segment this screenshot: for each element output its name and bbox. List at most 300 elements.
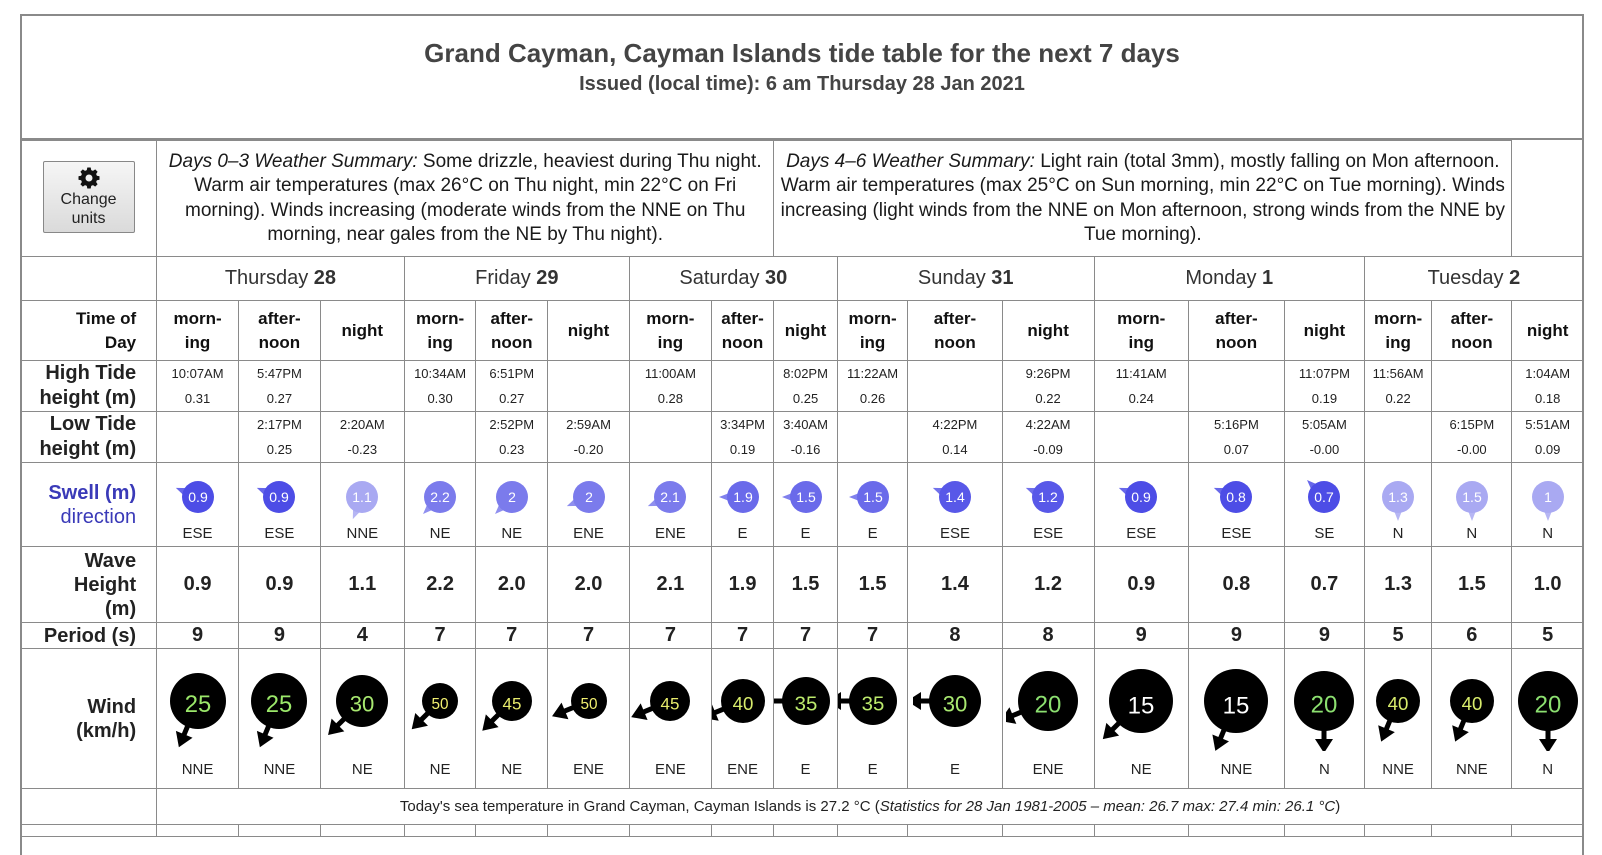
wind-speed-value: 35 — [861, 693, 884, 716]
swell-direction: NE — [501, 525, 523, 542]
high-tide-height: 0.28 — [657, 391, 684, 406]
wind-direction: NE — [1130, 761, 1152, 778]
wind-cell — [238, 649, 320, 789]
high-tide-time: 9:26PM — [1025, 366, 1071, 381]
swell-arrow-icon — [249, 467, 309, 527]
wind-direction: N — [1542, 761, 1554, 778]
wave-height-value: 1.0 — [1512, 547, 1584, 623]
swell-cell — [711, 463, 774, 547]
low-tide-cell — [157, 412, 239, 463]
high-tide-label-line-2: height (m) — [39, 387, 137, 409]
low-tide-time: 3:34PM — [720, 417, 765, 432]
wind-cell — [404, 649, 476, 789]
low-tide-label — [21, 412, 157, 463]
high-tide-time: 11:00AM — [644, 366, 696, 381]
time-of-day-13 — [1188, 301, 1284, 361]
day-row — [21, 257, 1584, 301]
low-tide-cell — [711, 412, 774, 463]
next-row-partial — [21, 825, 1584, 837]
empty-cell — [1094, 825, 1188, 837]
wind-arrow-icon — [1432, 655, 1512, 751]
swell-cell — [320, 463, 404, 547]
swell-direction: ESE — [1221, 525, 1252, 542]
swell-direction: E — [800, 525, 811, 542]
high-tide-height: 0.31 — [184, 391, 211, 406]
swell-arrow-icon — [843, 467, 903, 527]
high-tide-height: 0.24 — [1128, 391, 1154, 406]
day-header-4 — [1094, 257, 1364, 301]
low-tide-cell — [1188, 412, 1284, 463]
high-tide-height: 0.30 — [427, 391, 453, 406]
wave-height-label-line-1: Wave — [84, 549, 137, 572]
swell-direction: ESE — [264, 525, 295, 542]
high-tide-height: 0.19 — [1311, 391, 1338, 406]
low-tide-time: 2:17PM — [257, 417, 302, 432]
low-tide-height: 0.07 — [1223, 442, 1250, 457]
low-tide-cell — [908, 412, 1002, 463]
low-tide-cell — [1364, 412, 1432, 463]
swell-height-value: 1.2 — [1038, 489, 1058, 505]
empty-cell — [711, 825, 774, 837]
low-tide-height: -0.00 — [1457, 442, 1487, 457]
sea-temperature-stats: Statistics for 28 Jan 1981-2005 – mean: 26.7 max: 27.4 min: 26.1 °C — [879, 798, 1336, 815]
wave-height-value: 1.2 — [1002, 547, 1094, 623]
swell-cell — [1285, 463, 1365, 547]
high-tide-time: 11:56AM — [1372, 366, 1424, 381]
wind-speed-value: 40 — [1387, 693, 1409, 715]
swell-cell — [774, 463, 837, 547]
swell-cell — [1512, 463, 1584, 547]
issued-time: Issued (local time): 6 am Thursday 28 Jan 2021 — [579, 73, 1025, 95]
time-of-day-14 — [1285, 301, 1365, 361]
high-tide-cell — [320, 361, 404, 412]
period-value: 7 — [548, 623, 630, 649]
swell-direction: ESE — [1033, 525, 1064, 542]
time-of-day-text: morn- — [1117, 308, 1166, 328]
low-tide-height: 0.19 — [729, 442, 756, 457]
swell-height-value: 0.9 — [269, 489, 290, 505]
time-of-day-text: morn- — [848, 308, 897, 328]
day-name: Sunday — [917, 267, 986, 289]
wind-cell — [711, 649, 774, 789]
time-of-day-text-2: noon — [934, 332, 976, 352]
low-tide-label-line-1: Low Tide — [49, 413, 137, 435]
high-tide-cell — [1188, 361, 1284, 412]
swell-height-value: 0.8 — [1226, 489, 1247, 505]
swell-height-value: 1.3 — [1388, 489, 1408, 505]
low-tide-cell — [238, 412, 320, 463]
wind-direction: ENE — [654, 761, 686, 778]
swell-cell — [629, 463, 711, 547]
low-tide-cell — [1094, 412, 1188, 463]
wave-height-value: 0.9 — [1094, 547, 1188, 623]
low-tide-cell — [404, 412, 476, 463]
wind-cell — [837, 649, 908, 789]
period-value: 5 — [1512, 623, 1584, 649]
wind-speed-value: 50 — [579, 695, 598, 713]
high-tide-label — [21, 361, 157, 412]
units-cell — [21, 141, 157, 257]
wind-cell — [1364, 649, 1432, 789]
wind-cell — [157, 649, 239, 789]
time-of-day-text: night — [341, 320, 384, 340]
low-tide-label-line-2: height (m) — [39, 438, 137, 460]
wind-arrow-icon — [238, 655, 320, 751]
swell-arrow-icon — [1442, 467, 1502, 527]
time-of-day-15 — [1364, 301, 1432, 361]
high-tide-time: 11:07PM — [1298, 366, 1350, 381]
time-of-day-12 — [1094, 301, 1188, 361]
high-tide-cell — [238, 361, 320, 412]
high-tide-cell — [548, 361, 630, 412]
low-tide-time: 3:40AM — [783, 417, 828, 432]
low-tide-time: 5:16PM — [1213, 417, 1259, 432]
sea-temperature-suffix: ) — [1335, 798, 1341, 815]
wind-arrow-icon — [404, 655, 476, 751]
swell-direction: E — [867, 525, 878, 542]
wind-direction: ENE — [1032, 761, 1064, 778]
day-name: Saturday — [679, 267, 760, 289]
wind-direction: NNE — [263, 761, 296, 778]
time-of-day-label-line-2: Day — [104, 332, 137, 352]
wave-height-value: 0.9 — [157, 547, 239, 623]
high-tide-height: 0.18 — [1535, 391, 1561, 406]
swell-height-value: 1.5 — [795, 489, 816, 505]
summary-right-title: Days 4–6 Weather Summary: — [786, 150, 1035, 172]
wind-direction: E — [949, 761, 960, 778]
swell-direction: ESE — [1126, 525, 1157, 542]
high-tide-time: 6:51PM — [489, 366, 535, 381]
swell-cell — [1432, 463, 1512, 547]
swell-arrow-icon — [1518, 467, 1578, 527]
wind-row — [21, 649, 1584, 789]
time-of-day-text-2: ing — [1128, 332, 1154, 352]
high-tide-cell — [1094, 361, 1188, 412]
empty-cell — [629, 825, 711, 837]
high-tide-height: 0.27 — [266, 391, 293, 406]
low-tide-time: 5:05AM — [1302, 417, 1347, 432]
time-of-day-text-2: ing — [427, 332, 453, 352]
time-of-day-text: after- — [490, 308, 533, 328]
time-of-day-text: after- — [721, 308, 764, 328]
time-of-day-label-line-1: Time of — [75, 308, 137, 328]
time-of-day-text: night — [1027, 320, 1069, 340]
high-tide-cell — [157, 361, 239, 412]
time-of-day-text: night — [1303, 320, 1346, 340]
wind-direction: NNE — [1456, 761, 1488, 778]
low-tide-time: 2:52PM — [489, 417, 535, 432]
wind-speed-value: 25 — [266, 690, 293, 718]
time-of-day-4 — [476, 301, 548, 361]
wind-direction: E — [800, 761, 811, 778]
wind-cell — [1432, 649, 1512, 789]
wind-direction: ENE — [573, 761, 604, 778]
swell-cell — [1094, 463, 1188, 547]
period-value: 6 — [1432, 623, 1512, 649]
change-units-button[interactable] — [43, 161, 135, 233]
empty-cell — [908, 825, 1002, 837]
day-name: Monday — [1185, 267, 1257, 289]
swell-label-title: Swell (m) — [48, 481, 137, 504]
time-of-day-text: after- — [1215, 308, 1258, 328]
wave-height-value: 2.0 — [476, 547, 548, 623]
high-tide-time: 11:22AM — [847, 366, 899, 381]
high-tide-height: 0.26 — [859, 391, 886, 406]
high-tide-height: 0.22 — [1385, 391, 1411, 406]
time-of-day-9 — [837, 301, 908, 361]
wind-arrow-icon — [837, 655, 908, 751]
period-row — [21, 623, 1584, 649]
swell-height-value: 2.1 — [660, 489, 681, 505]
period-value: 7 — [629, 623, 711, 649]
time-of-day-text: after- — [933, 308, 977, 328]
low-tide-height: -0.23 — [347, 442, 378, 457]
wind-direction: NNE — [1220, 761, 1253, 778]
empty-cell — [548, 825, 630, 837]
wind-cell — [548, 649, 630, 789]
swell-arrow-icon — [410, 467, 470, 527]
wave-height-value: 1.5 — [837, 547, 908, 623]
swell-height-value: 1.9 — [732, 489, 753, 505]
wind-label-line-1: Wind — [87, 695, 137, 718]
high-tide-height: 0.22 — [1035, 391, 1061, 406]
swell-height-value: 2.2 — [430, 489, 450, 505]
wind-speed-value: 40 — [1461, 693, 1483, 715]
day-header-5 — [1364, 257, 1583, 301]
empty-cell — [1364, 825, 1432, 837]
time-of-day-text-2: noon — [1451, 332, 1493, 352]
swell-direction: N — [1542, 525, 1554, 542]
wind-speed-value: 35 — [794, 693, 817, 716]
tide-table-page — [20, 14, 1584, 855]
wind-speed-value: 15 — [1223, 692, 1250, 720]
time-of-day-text: morn- — [173, 308, 222, 328]
wind-label-line-2: (km/h) — [76, 719, 137, 742]
low-tide-cell — [1285, 412, 1365, 463]
swell-arrow-icon — [168, 467, 228, 527]
period-label — [21, 623, 157, 649]
swell-height-value: 2 — [584, 489, 593, 505]
empty-cell — [238, 825, 320, 837]
wind-arrow-icon — [320, 655, 404, 751]
period-value: 9 — [238, 623, 320, 649]
high-tide-cell — [1002, 361, 1094, 412]
day-number: 2 — [1509, 267, 1521, 289]
time-of-day-text-2: noon — [258, 332, 301, 352]
high-tide-cell — [837, 361, 908, 412]
period-value: 7 — [774, 623, 837, 649]
empty-cell — [320, 825, 404, 837]
high-tide-row — [21, 361, 1584, 412]
high-tide-time: 5:47PM — [257, 366, 302, 381]
swell-cell — [404, 463, 476, 547]
day-name: Tuesday — [1427, 267, 1504, 289]
swell-direction: ESE — [182, 525, 213, 542]
swell-arrow-icon — [1206, 467, 1266, 527]
swell-cell — [548, 463, 630, 547]
wind-arrow-icon — [629, 655, 711, 751]
time-of-day-16 — [1432, 301, 1512, 361]
low-tide-height: 0.25 — [266, 442, 293, 457]
period-value: 4 — [320, 623, 404, 649]
wind-speed-value: 20 — [1034, 691, 1062, 719]
time-of-day-text: morn- — [646, 308, 695, 328]
wave-height-label-line-3: (m) — [105, 597, 137, 620]
wind-speed-value: 20 — [1534, 691, 1562, 719]
low-tide-cell — [1512, 412, 1584, 463]
wave-height-value: 2.0 — [548, 547, 630, 623]
period-value: 7 — [476, 623, 548, 649]
wind-cell — [1094, 649, 1188, 789]
high-tide-cell — [774, 361, 837, 412]
wave-height-value: 1.5 — [774, 547, 837, 623]
empty-cell — [1512, 825, 1584, 837]
wind-arrow-icon — [157, 655, 239, 751]
low-tide-cell — [774, 412, 837, 463]
wave-height-value: 1.4 — [908, 547, 1002, 623]
empty-cell — [837, 825, 908, 837]
low-tide-cell — [320, 412, 404, 463]
wind-cell — [1512, 649, 1584, 789]
high-tide-cell — [1432, 361, 1512, 412]
swell-arrow-icon — [1111, 467, 1171, 527]
wind-speed-value: 25 — [184, 690, 211, 718]
low-tide-cell — [837, 412, 908, 463]
wind-speed-value: 30 — [942, 691, 968, 717]
time-of-day-text: morn- — [1374, 308, 1423, 328]
header — [22, 16, 1582, 140]
high-tide-time: 10:07AM — [171, 366, 224, 381]
period-value: 7 — [404, 623, 476, 649]
empty-cell — [1188, 825, 1284, 837]
wind-arrow-icon — [1285, 655, 1365, 751]
swell-label — [21, 463, 157, 547]
high-tide-cell — [908, 361, 1002, 412]
period-value: 7 — [711, 623, 774, 649]
swell-cell — [476, 463, 548, 547]
wind-direction: E — [867, 761, 878, 778]
wind-arrow-icon — [913, 655, 997, 751]
swell-height-value: 0.9 — [1131, 489, 1151, 505]
low-tide-cell — [629, 412, 711, 463]
time-of-day-text: after- — [258, 308, 301, 328]
period-value: 9 — [1094, 623, 1188, 649]
swell-arrow-icon — [776, 467, 836, 527]
time-of-day-text-2: noon — [1215, 332, 1258, 352]
wave-height-row — [21, 547, 1584, 623]
wind-cell — [1285, 649, 1365, 789]
low-tide-time: 4:22AM — [1025, 417, 1071, 432]
low-tide-time: 6:15PM — [1449, 417, 1495, 432]
swell-height-value: 0.7 — [1314, 489, 1335, 505]
time-of-day-5 — [548, 301, 630, 361]
wind-speed-value: 45 — [502, 694, 522, 714]
sea-temperature-corner — [21, 789, 157, 825]
swell-direction: SE — [1314, 525, 1335, 542]
low-tide-height: -0.16 — [790, 442, 821, 457]
swell-direction: N — [1466, 525, 1478, 542]
swell-arrow-icon — [640, 467, 700, 527]
wind-cell — [1188, 649, 1284, 789]
swell-height-value: 2 — [507, 489, 516, 505]
time-of-day-7 — [711, 301, 774, 361]
wind-cell — [629, 649, 711, 789]
wind-speed-value: 45 — [660, 694, 680, 714]
empty-cell — [21, 825, 157, 837]
swell-direction: ENE — [573, 525, 604, 542]
period-value: 9 — [1285, 623, 1365, 649]
day-number: 28 — [313, 267, 337, 289]
time-of-day-0 — [157, 301, 239, 361]
time-of-day-text-2: ing — [1385, 332, 1411, 352]
high-tide-time: 11:41AM — [1115, 366, 1167, 381]
summary-days-4-6 — [774, 141, 1512, 257]
time-of-day-10 — [908, 301, 1002, 361]
wave-height-value: 1.5 — [1432, 547, 1512, 623]
swell-cell — [837, 463, 908, 547]
wave-height-value: 1.1 — [320, 547, 404, 623]
summary-left-title: Days 0–3 Weather Summary: — [168, 150, 418, 172]
high-tide-cell — [629, 361, 711, 412]
high-tide-cell — [711, 361, 774, 412]
time-of-day-1 — [238, 301, 320, 361]
wind-label — [21, 649, 157, 789]
low-tide-cell — [548, 412, 630, 463]
wind-arrow-icon — [1006, 655, 1090, 751]
low-tide-cell — [476, 412, 548, 463]
wave-height-value: 0.9 — [238, 547, 320, 623]
wind-direction: NNE — [1382, 761, 1414, 778]
swell-height-value: 1.4 — [945, 489, 965, 505]
empty-cell — [1285, 825, 1365, 837]
empty-cell — [157, 825, 239, 837]
wind-cell — [908, 649, 1002, 789]
wind-cell — [774, 649, 837, 789]
high-tide-label-line-1: High Tide — [45, 362, 137, 384]
swell-cell — [1364, 463, 1432, 547]
time-of-day-text: night — [1526, 320, 1569, 340]
summary-days-0-3 — [157, 141, 774, 257]
time-of-day-text-2: ing — [657, 332, 684, 352]
empty-cell — [1432, 825, 1512, 837]
summary-right-text: Light rain (total 3mm), mostly falling on Mon afternoon. Warm air temperatures (max 25°C on Sun morning, min 22°C on Tue morning). Winds increasing (light winds from the NNE on Mon afternoon, strong winds from the NNE by Tue morning). — [780, 150, 1506, 245]
wind-direction: NE — [429, 761, 451, 778]
swell-arrow-icon — [713, 467, 773, 527]
swell-direction: ESE — [939, 525, 970, 542]
summary-left-text: Some drizzle, heaviest during Thu night. Warm air temperatures (max 26°C on Thu night, min 22°C on Fri morning). Winds increasing (moderate winds from the NNE on Thu morning, near gales from the NE by Thu night). — [185, 150, 762, 245]
period-value: 8 — [908, 623, 1002, 649]
swell-direction: ENE — [654, 525, 686, 542]
swell-cell — [908, 463, 1002, 547]
low-tide-time: 4:22PM — [932, 417, 978, 432]
swell-label-direction: direction — [60, 505, 137, 528]
time-of-day-text: morn- — [416, 308, 465, 328]
time-of-day-6 — [629, 301, 711, 361]
time-of-day-label — [21, 301, 157, 361]
wave-height-label — [21, 547, 157, 623]
wave-height-value: 0.7 — [1285, 547, 1365, 623]
wave-height-value: 1.3 — [1364, 547, 1432, 623]
high-tide-cell — [404, 361, 476, 412]
wind-arrow-icon — [1512, 655, 1584, 751]
swell-arrow-icon — [1018, 467, 1078, 527]
time-of-day-text: night — [567, 320, 610, 340]
day-number: 1 — [1262, 267, 1274, 289]
wind-cell — [320, 649, 404, 789]
high-tide-time: 1:04AM — [1525, 366, 1571, 381]
day-header-3 — [837, 257, 1094, 301]
period-value: 9 — [1188, 623, 1284, 649]
